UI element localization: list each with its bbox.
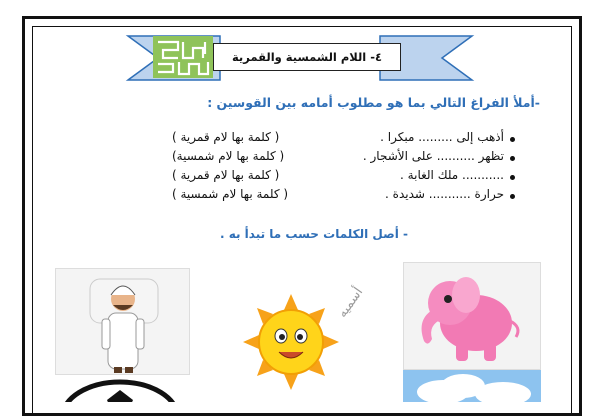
sun-icon bbox=[241, 292, 341, 392]
man-icon bbox=[56, 269, 190, 375]
section-title: ٤- اللام الشمسية والقمرية bbox=[213, 43, 401, 71]
exercise-sentence: تظهر .......... على الأشجار . bbox=[362, 149, 504, 163]
bullet-icon bbox=[510, 175, 515, 180]
pink-elephant-image bbox=[403, 262, 541, 370]
exercise-sentence: ........... ملك الغابة . bbox=[400, 168, 504, 182]
football-image bbox=[55, 378, 185, 402]
exercise-hint: ( كلمة بها لام قمرية ) bbox=[172, 168, 280, 182]
bullet-icon bbox=[510, 156, 515, 161]
exercise-hint: ( كلمة بها لام شمسية ) bbox=[172, 187, 289, 201]
football-icon bbox=[55, 378, 185, 402]
bullet-icon bbox=[510, 194, 515, 199]
sun-image bbox=[241, 292, 341, 392]
clouds-image bbox=[403, 370, 541, 402]
exercise-sentence: حرارة ........... شديدة . bbox=[385, 187, 504, 201]
kufic-calligraphy-logo-icon bbox=[153, 36, 213, 78]
exercise-hint: ( كلمة بها لام شمسية) bbox=[172, 149, 285, 163]
exercise-sentence: أذهب إلى ......... مبكرا . bbox=[380, 130, 504, 144]
man-in-thobe-image bbox=[55, 268, 190, 375]
cloud-icon bbox=[403, 370, 541, 402]
exercise-hint: ( كلمة بها لام قمرية ) bbox=[172, 130, 280, 144]
calligraphy-logo bbox=[153, 36, 213, 78]
fill-blank-instruction: -أملأ الفراغ التالي بما هو مطلوب أمامه بين القوسين : bbox=[207, 95, 540, 110]
bullet-icon bbox=[510, 137, 515, 142]
watermark-text: أسميه bbox=[335, 285, 367, 321]
match-instruction: - أصل الكلمات حسب ما تبدأ به . bbox=[219, 227, 408, 241]
elephant-icon bbox=[404, 263, 541, 370]
